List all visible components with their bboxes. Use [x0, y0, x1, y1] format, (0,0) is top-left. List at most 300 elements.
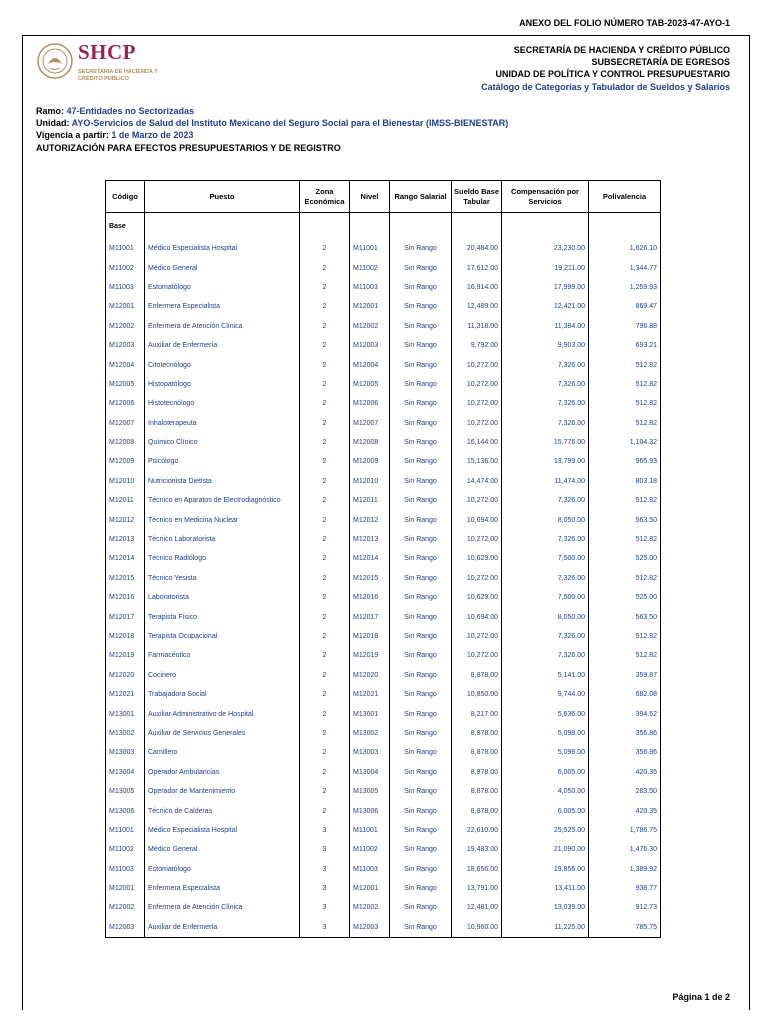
table-row — [106, 646, 661, 665]
header-subsecretaria: SUBSECRETARÍA DE EGRESOS — [591, 57, 730, 68]
cell-rango: Sin Rango — [390, 918, 452, 938]
cell-nivel: M11002 — [350, 258, 390, 277]
cell-codigo: M11003 — [106, 860, 145, 879]
cell-rango: Sin Rango — [390, 588, 452, 607]
unidad-label: Unidad: — [36, 118, 70, 129]
cell-puesto: Estomatólogo — [145, 278, 300, 297]
table-row — [106, 898, 661, 917]
cell-sueldo: 17,612.00 — [452, 258, 502, 277]
cell-puesto: Farmacéutico — [145, 646, 300, 665]
cell-zona: 2 — [300, 607, 350, 626]
cell-compensacion: 8,050.00 — [502, 607, 589, 626]
cell-zona: 2 — [300, 452, 350, 471]
cell-puesto: Enfermera Especialista — [145, 297, 300, 316]
cell-polivalencia: 512.82 — [589, 491, 661, 510]
cell-polivalencia: 682.08 — [589, 685, 661, 704]
cell-polivalencia: 1,476.30 — [589, 840, 661, 859]
cell-polivalencia: 394.52 — [589, 704, 661, 723]
cell-codigo: M12021 — [106, 685, 145, 704]
cell-nivel: M12021 — [350, 685, 390, 704]
table-row — [106, 627, 661, 646]
header-catalogo: Catálogo de Categorías y Tabulador de Sueldos y Salarios — [481, 81, 730, 92]
cell-rango: Sin Rango — [390, 549, 452, 568]
page-number: Página 1 de 2 — [672, 992, 730, 1002]
cell-polivalencia: 512.82 — [589, 355, 661, 374]
cell-zona: 2 — [300, 258, 350, 277]
meta-vigencia — [36, 129, 508, 141]
cell-zona: 2 — [300, 510, 350, 529]
table-row — [106, 569, 661, 588]
cell-zona: 2 — [300, 666, 350, 685]
cell-polivalencia: 512.82 — [589, 627, 661, 646]
cell-rango: Sin Rango — [390, 821, 452, 840]
cell-sueldo: 20,484.00 — [452, 239, 502, 258]
cell-polivalencia: 420.35 — [589, 763, 661, 782]
cell-rango: Sin Rango — [390, 569, 452, 588]
cell-zona: 2 — [300, 763, 350, 782]
cell-compensacion: 11,384.00 — [502, 317, 589, 336]
cell-rango: Sin Rango — [390, 763, 452, 782]
header-secretaria: SECRETARÍA DE HACIENDA Y CRÉDITO PÚBLICO — [513, 45, 730, 55]
cell-rango: Sin Rango — [390, 898, 452, 917]
cell-puesto: Químico Clínico — [145, 433, 300, 452]
cell-puesto: Trabajadora Social — [145, 685, 300, 704]
cell-rango: Sin Rango — [390, 317, 452, 336]
cell-sueldo: 8,878.00 — [452, 743, 502, 762]
ramo-label: Ramo: — [36, 106, 65, 116]
cell-sueldo: 10,694.00 — [452, 607, 502, 626]
cell-rango: Sin Rango — [390, 743, 452, 762]
cell-puesto: Médico Especialista Hospital — [145, 239, 300, 258]
cell-polivalencia: 356.86 — [589, 724, 661, 743]
cell-sueldo: 11,318.00 — [452, 317, 502, 336]
cell-nivel: M12019 — [350, 646, 390, 665]
cell-rango: Sin Rango — [390, 394, 452, 413]
cell-polivalencia: 1,259.93 — [589, 278, 661, 297]
cell-polivalencia: 420.35 — [589, 801, 661, 820]
cell-puesto: Médico General — [145, 840, 300, 859]
table-row — [106, 394, 661, 413]
cell-sueldo: 10,272.00 — [452, 646, 502, 665]
cell-codigo: M12004 — [106, 355, 145, 374]
cell-nivel: M12012 — [350, 510, 390, 529]
cell-polivalencia: 512.82 — [589, 569, 661, 588]
cell-rango: Sin Rango — [390, 452, 452, 471]
cell-puesto: Histotecnólogo — [145, 394, 300, 413]
cell-nivel: M12017 — [350, 607, 390, 626]
cell-polivalencia: 938.77 — [589, 879, 661, 898]
cell-zona: 2 — [300, 646, 350, 665]
cell-puesto: Enfermera de Atención Clínica — [145, 317, 300, 336]
cell-polivalencia: 356.86 — [589, 743, 661, 762]
cell-codigo: M11001 — [106, 239, 145, 258]
cell-codigo: M12011 — [106, 491, 145, 510]
cell-sueldo: 10,272.00 — [452, 491, 502, 510]
cell-polivalencia: 785.75 — [589, 918, 661, 938]
table-row — [106, 239, 661, 258]
cell-nivel: M12008 — [350, 433, 390, 452]
cell-sueldo: 14,474.00 — [452, 472, 502, 491]
cell-zona: 3 — [300, 840, 350, 859]
cell-puesto: Auxiliar de Enfermería — [145, 918, 300, 938]
cell-compensacion: 5,141.00 — [502, 666, 589, 685]
cell-compensacion: 19,211.00 — [502, 258, 589, 277]
cell-polivalencia: 525.00 — [589, 588, 661, 607]
cell-rango: Sin Rango — [390, 704, 452, 723]
cell-puesto: Nutricionista Dietista — [145, 472, 300, 491]
cell-zona: 2 — [300, 491, 350, 510]
cell-puesto: Operador de Mantenimiento — [145, 782, 300, 801]
cell-zona: 2 — [300, 801, 350, 820]
col-header-puesto: Puesto — [145, 181, 300, 213]
cell-puesto: Laboratorista — [145, 588, 300, 607]
cell-codigo: M12018 — [106, 627, 145, 646]
cell-compensacion: 11,225.00 — [502, 918, 589, 938]
cell-codigo: M12012 — [106, 510, 145, 529]
table-row — [106, 530, 661, 549]
cell-zona: 3 — [300, 898, 350, 917]
cell-codigo: M12003 — [106, 336, 145, 355]
cell-sueldo: 10,272.00 — [452, 530, 502, 549]
cell-rango: Sin Rango — [390, 607, 452, 626]
cell-polivalencia: 512.82 — [589, 394, 661, 413]
cell-puesto: Cocinero — [145, 666, 300, 685]
cell-compensacion: 7,500.00 — [502, 549, 589, 568]
cell-compensacion: 9,903.00 — [502, 336, 589, 355]
header-unidad: UNIDAD DE POLÍTICA Y CONTROL PRESUPUESTARIO — [495, 69, 730, 80]
cell-sueldo: 10,272.00 — [452, 394, 502, 413]
cell-codigo: M12002 — [106, 317, 145, 336]
cell-sueldo: 19,483.00 — [452, 840, 502, 859]
cell-zona: 2 — [300, 317, 350, 336]
table-row — [106, 375, 661, 394]
cell-puesto: Técnico Radiólogo — [145, 549, 300, 568]
table-row — [106, 685, 661, 704]
table-header-row — [106, 181, 661, 213]
cell-nivel: M12018 — [350, 627, 390, 646]
document-meta — [36, 105, 508, 154]
cell-polivalencia: 803.18 — [589, 472, 661, 491]
cell-zona: 2 — [300, 743, 350, 762]
cell-zona: 3 — [300, 879, 350, 898]
cell-compensacion: 7,326.00 — [502, 375, 589, 394]
cell-compensacion: 7,500.00 — [502, 588, 589, 607]
cell-nivel: M12015 — [350, 569, 390, 588]
cell-zona: 2 — [300, 782, 350, 801]
cell-sueldo: 8,878.00 — [452, 801, 502, 820]
cell-rango: Sin Rango — [390, 530, 452, 549]
cell-nivel: M12010 — [350, 472, 390, 491]
cell-puesto: Médico General — [145, 258, 300, 277]
table-row — [106, 588, 661, 607]
cell-nivel: M12013 — [350, 530, 390, 549]
cell-rango: Sin Rango — [390, 336, 452, 355]
cell-zona: 2 — [300, 355, 350, 374]
cell-puesto: Técnico de Calderas — [145, 801, 300, 820]
cell-codigo: M12016 — [106, 588, 145, 607]
cell-sueldo: 10,629.00 — [452, 549, 502, 568]
cell-nivel: M13005 — [350, 782, 390, 801]
cell-puesto: Inhaloterapeuta — [145, 414, 300, 433]
cell-nivel: M12016 — [350, 588, 390, 607]
cell-codigo: M11001 — [106, 821, 145, 840]
cell-polivalencia: 1,626.10 — [589, 239, 661, 258]
col-header-compensacion: Compensación por Servicios — [502, 181, 589, 213]
cell-puesto: Psicólogo — [145, 452, 300, 471]
cell-codigo: M12015 — [106, 569, 145, 588]
cell-codigo: M12008 — [106, 433, 145, 452]
cell-rango: Sin Rango — [390, 472, 452, 491]
cell-sueldo: 10,272.00 — [452, 414, 502, 433]
table-row — [106, 510, 661, 529]
table-row — [106, 782, 661, 801]
cell-nivel: M12006 — [350, 394, 390, 413]
col-header-rango: Rango Salarial — [390, 181, 452, 213]
cell-sueldo: 10,272.00 — [452, 375, 502, 394]
cell-rango: Sin Rango — [390, 414, 452, 433]
cell-rango: Sin Rango — [390, 879, 452, 898]
table-row — [106, 433, 661, 452]
cell-nivel: M12014 — [350, 549, 390, 568]
cell-polivalencia: 283.50 — [589, 782, 661, 801]
cell-compensacion: 6,005.00 — [502, 763, 589, 782]
cell-zona: 2 — [300, 569, 350, 588]
table-row — [106, 414, 661, 433]
cell-codigo: M12001 — [106, 297, 145, 316]
table-row — [106, 472, 661, 491]
cell-polivalencia: 563.50 — [589, 510, 661, 529]
cell-compensacion: 9,744.00 — [502, 685, 589, 704]
vigencia-label: Vigencia a partir: — [36, 130, 109, 141]
cell-nivel: M12003 — [350, 918, 390, 938]
cell-sueldo: 12,481.00 — [452, 898, 502, 917]
cell-rango: Sin Rango — [390, 258, 452, 277]
table-row — [106, 724, 661, 743]
cell-puesto: Enfermera Especialista — [145, 879, 300, 898]
cell-sueldo: 15,136.00 — [452, 452, 502, 471]
cell-nivel: M12002 — [350, 317, 390, 336]
cell-nivel: M12020 — [350, 666, 390, 685]
table-row — [106, 918, 661, 938]
table-row — [106, 491, 661, 510]
salary-table — [105, 180, 661, 938]
shcp-logo — [36, 42, 166, 84]
cell-compensacion: 19,856.00 — [502, 860, 589, 879]
cell-polivalencia: 512.82 — [589, 530, 661, 549]
table-row — [106, 317, 661, 336]
cell-codigo: M13006 — [106, 801, 145, 820]
cell-nivel: M13006 — [350, 801, 390, 820]
cell-compensacion: 7,326.00 — [502, 414, 589, 433]
cell-nivel: M12001 — [350, 297, 390, 316]
cell-compensacion: 25,525.00 — [502, 821, 589, 840]
cell-compensacion: 7,326.00 — [502, 646, 589, 665]
cell-rango: Sin Rango — [390, 724, 452, 743]
table-row — [106, 278, 661, 297]
cell-puesto: Auxiliar Administrativo de Hospital — [145, 704, 300, 723]
cell-zona: 2 — [300, 375, 350, 394]
cell-codigo: M12001 — [106, 879, 145, 898]
cell-sueldo: 12,489.00 — [452, 297, 502, 316]
cell-codigo: M11002 — [106, 840, 145, 859]
cell-compensacion: 17,999.00 — [502, 278, 589, 297]
cell-compensacion: 7,326.00 — [502, 569, 589, 588]
cell-compensacion: 23,230.00 — [502, 239, 589, 258]
cell-puesto: Operador Ambulancias — [145, 763, 300, 782]
cell-compensacion: 11,474.00 — [502, 472, 589, 491]
cell-rango: Sin Rango — [390, 491, 452, 510]
cell-compensacion: 8,050.00 — [502, 510, 589, 529]
cell-nivel: M12001 — [350, 879, 390, 898]
cell-codigo: M12006 — [106, 394, 145, 413]
cell-compensacion: 7,326.00 — [502, 491, 589, 510]
cell-nivel: M12004 — [350, 355, 390, 374]
cell-nivel: M11001 — [350, 821, 390, 840]
cell-nivel: M12011 — [350, 491, 390, 510]
cell-polivalencia: 1,344.77 — [589, 258, 661, 277]
cell-compensacion: 13,799.00 — [502, 452, 589, 471]
table-row — [106, 336, 661, 355]
cell-zona: 2 — [300, 472, 350, 491]
cell-compensacion: 5,636.00 — [502, 704, 589, 723]
cell-nivel: M12002 — [350, 898, 390, 917]
cell-polivalencia: 1,786.75 — [589, 821, 661, 840]
cell-zona: 2 — [300, 239, 350, 258]
cell-puesto: Camillero — [145, 743, 300, 762]
cell-nivel: M12003 — [350, 336, 390, 355]
cell-puesto: Enfermera de Atención Clínica — [145, 898, 300, 917]
table-body — [106, 213, 661, 938]
document-header — [481, 44, 730, 93]
cell-nivel: M12007 — [350, 414, 390, 433]
cell-compensacion: 13,039.00 — [502, 898, 589, 917]
logo-subtitle: SECRETARÍA DE HACIENDA Y CRÉDITO PÚBLICO — [78, 69, 158, 82]
table-row — [106, 258, 661, 277]
cell-codigo: M13004 — [106, 763, 145, 782]
table-row — [106, 763, 661, 782]
cell-polivalencia: 359.87 — [589, 666, 661, 685]
cell-sueldo: 8,878.00 — [452, 782, 502, 801]
cell-codigo: M12007 — [106, 414, 145, 433]
cell-sueldo: 8,878.00 — [452, 724, 502, 743]
meta-unidad — [36, 117, 508, 129]
cell-rango: Sin Rango — [390, 646, 452, 665]
cell-codigo: M11003 — [106, 278, 145, 297]
cell-sueldo: 16,144.00 — [452, 433, 502, 452]
cell-puesto: Auxiliar de Servicios Generales — [145, 724, 300, 743]
cell-puesto: Técnico Yesista — [145, 569, 300, 588]
cell-codigo: M13002 — [106, 724, 145, 743]
cell-puesto: Histopatólogo — [145, 375, 300, 394]
cell-rango: Sin Rango — [390, 801, 452, 820]
cell-zona: 2 — [300, 414, 350, 433]
cell-codigo: M13003 — [106, 743, 145, 762]
cell-sueldo: 10,694.00 — [452, 510, 502, 529]
cell-nivel: M11002 — [350, 840, 390, 859]
cell-polivalencia: 512.82 — [589, 646, 661, 665]
cell-rango: Sin Rango — [390, 297, 452, 316]
cell-sueldo: 10,272.00 — [452, 355, 502, 374]
cell-rango: Sin Rango — [390, 433, 452, 452]
logo-wordmark: SHCP — [78, 40, 137, 64]
cell-rango: Sin Rango — [390, 510, 452, 529]
cell-compensacion: 5,098.00 — [502, 724, 589, 743]
cell-zona: 2 — [300, 297, 350, 316]
ramo-value: 47-Entidades no Sectorizadas — [66, 106, 195, 116]
cell-rango: Sin Rango — [390, 840, 452, 859]
table-row — [106, 879, 661, 898]
cell-codigo: M13005 — [106, 782, 145, 801]
cell-rango: Sin Rango — [390, 666, 452, 685]
cell-puesto: Técnico Laboratorista — [145, 530, 300, 549]
cell-polivalencia: 693.21 — [589, 336, 661, 355]
table-row — [106, 860, 661, 879]
cell-zona: 3 — [300, 860, 350, 879]
cell-sueldo: 16,914.00 — [452, 278, 502, 297]
cell-sueldo: 13,791.00 — [452, 879, 502, 898]
cell-codigo: M12020 — [106, 666, 145, 685]
cell-codigo: M13001 — [106, 704, 145, 723]
cell-zona: 2 — [300, 685, 350, 704]
cell-rango: Sin Rango — [390, 355, 452, 374]
cell-sueldo: 8,878.00 — [452, 763, 502, 782]
unidad-value: AYO-Servicios de Salud del Instituto Mexicano del Seguro Social para el Bienestar (IMSS-BIENESTAR) — [71, 118, 509, 129]
cell-rango: Sin Rango — [390, 782, 452, 801]
table-row — [106, 355, 661, 374]
cell-nivel: M12009 — [350, 452, 390, 471]
cell-sueldo: 10,272.00 — [452, 569, 502, 588]
col-header-polivalencia: Polivalencia — [589, 181, 661, 213]
table-row — [106, 666, 661, 685]
cell-polivalencia: 525.00 — [589, 549, 661, 568]
cell-sueldo: 8,217.00 — [452, 704, 502, 723]
table-row — [106, 840, 661, 859]
cell-rango: Sin Rango — [390, 239, 452, 258]
cell-sueldo: 22,610.00 — [452, 821, 502, 840]
cell-codigo: M12017 — [106, 607, 145, 626]
cell-zona: 2 — [300, 627, 350, 646]
cell-compensacion: 4,050.00 — [502, 782, 589, 801]
cell-puesto: Estomatólogo — [145, 860, 300, 879]
cell-zona: 2 — [300, 704, 350, 723]
cell-nivel: M13001 — [350, 704, 390, 723]
cell-nivel: M11001 — [350, 239, 390, 258]
table-row — [106, 607, 661, 626]
table-row — [106, 821, 661, 840]
cell-rango: Sin Rango — [390, 685, 452, 704]
cell-codigo: M12019 — [106, 646, 145, 665]
cell-zona: 3 — [300, 821, 350, 840]
cell-rango: Sin Rango — [390, 278, 452, 297]
col-header-nivel: Nivel — [350, 181, 390, 213]
cell-codigo: M12014 — [106, 549, 145, 568]
meta-ramo — [36, 105, 508, 117]
cell-rango: Sin Rango — [390, 627, 452, 646]
cell-compensacion: 13,411.00 — [502, 879, 589, 898]
cell-codigo: M12010 — [106, 472, 145, 491]
cell-polivalencia: 563.50 — [589, 607, 661, 626]
cell-nivel: M11003 — [350, 278, 390, 297]
cell-zona: 2 — [300, 530, 350, 549]
table-row — [106, 297, 661, 316]
cell-nivel: M13003 — [350, 743, 390, 762]
cell-compensacion: 7,326.00 — [502, 530, 589, 549]
cell-nivel: M11003 — [350, 860, 390, 879]
cell-compensacion: 5,098.00 — [502, 743, 589, 762]
section-row — [106, 213, 661, 240]
vigencia-value: 1 de Marzo de 2023 — [111, 130, 194, 141]
col-header-sueldo: Sueldo Base Tabular — [452, 181, 502, 213]
